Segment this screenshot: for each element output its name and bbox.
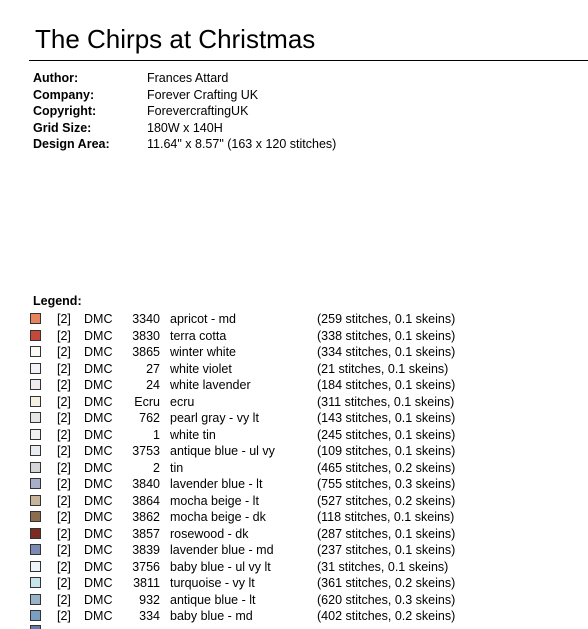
color-swatch bbox=[30, 528, 41, 539]
color-swatch bbox=[30, 412, 41, 423]
strand-count: [2] bbox=[57, 460, 71, 475]
color-swatch bbox=[30, 561, 41, 572]
thread-number: 3839 bbox=[132, 543, 160, 557]
thread-brand: DMC bbox=[84, 592, 113, 607]
legend-row bbox=[0, 311, 588, 328]
thread-number: 3864 bbox=[132, 493, 160, 508]
legend-row bbox=[0, 328, 588, 345]
legend-row bbox=[0, 608, 588, 625]
thread-brand: DMC bbox=[84, 576, 113, 590]
legend-row bbox=[0, 526, 588, 543]
strand-count: [2] bbox=[57, 559, 71, 574]
thread-brand: DMC bbox=[84, 394, 113, 409]
color-name: lavender blue - lt bbox=[170, 477, 263, 491]
thread-brand: DMC bbox=[84, 460, 113, 475]
thread-number: 762 bbox=[139, 411, 160, 425]
info-label: Copyright: bbox=[33, 104, 97, 119]
color-name: antique blue - lt bbox=[170, 592, 256, 607]
color-swatch bbox=[30, 462, 41, 473]
color-swatch bbox=[30, 429, 41, 440]
stitch-usage: (287 stitches, 0.1 skeins) bbox=[317, 526, 456, 541]
legend-row bbox=[0, 592, 588, 609]
color-name: rosewood - dk bbox=[170, 526, 249, 541]
color-name: apricot - md bbox=[170, 312, 236, 326]
legend-row bbox=[0, 427, 588, 444]
thread-brand: DMC bbox=[84, 361, 113, 376]
color-swatch bbox=[30, 511, 41, 522]
legend-row bbox=[0, 377, 588, 394]
color-name: antique blue - ul vy bbox=[170, 444, 275, 458]
color-swatch bbox=[30, 610, 41, 621]
strand-count: [2] bbox=[57, 526, 71, 541]
thread-brand: DMC bbox=[84, 345, 113, 359]
color-swatch bbox=[30, 445, 41, 456]
strand-count: [2] bbox=[57, 411, 71, 425]
thread-number: 3756 bbox=[132, 559, 160, 574]
stitch-usage: (31 stitches, 0.1 skeins) bbox=[317, 559, 449, 574]
color-swatch bbox=[30, 577, 41, 588]
color-swatch bbox=[30, 594, 41, 605]
stitch-usage: (334 stitches, 0.1 skeins) bbox=[317, 345, 456, 359]
thread-brand: DMC bbox=[84, 609, 113, 623]
thread-number: 3857 bbox=[132, 526, 160, 541]
info-value: ForevercraftingUK bbox=[147, 104, 249, 119]
thread-number: 3340 bbox=[132, 312, 160, 326]
stitch-usage: (527 stitches, 0.2 skeins) bbox=[317, 493, 456, 508]
stitch-usage: (259 stitches, 0.1 skeins) bbox=[317, 312, 456, 326]
strand-count: [2] bbox=[57, 477, 71, 491]
color-name: ecru bbox=[170, 394, 195, 409]
thread-legend bbox=[0, 311, 588, 625]
thread-brand: DMC bbox=[84, 427, 113, 442]
color-swatch bbox=[30, 379, 41, 390]
stitch-usage: (237 stitches, 0.1 skeins) bbox=[317, 543, 456, 557]
thread-number: 2 bbox=[153, 460, 160, 475]
color-swatch bbox=[30, 346, 41, 357]
info-label: Author: bbox=[33, 71, 79, 85]
thread-number: 24 bbox=[146, 378, 160, 392]
info-value: Forever Crafting UK bbox=[147, 87, 259, 102]
legend-row bbox=[0, 493, 588, 510]
legend-row bbox=[0, 361, 588, 378]
legend-row bbox=[0, 344, 588, 361]
color-name: white violet bbox=[170, 361, 232, 376]
color-name: white tin bbox=[170, 427, 216, 442]
chart-title: The Chirps at Christmas bbox=[35, 24, 316, 54]
color-name: winter white bbox=[170, 345, 236, 359]
thread-number: 932 bbox=[139, 592, 160, 607]
strand-count: [2] bbox=[57, 444, 71, 458]
thread-brand: DMC bbox=[84, 411, 113, 425]
strand-count: [2] bbox=[57, 328, 71, 343]
color-name: pearl gray - vy lt bbox=[170, 411, 259, 425]
thread-brand: DMC bbox=[84, 312, 113, 326]
color-swatch bbox=[30, 396, 41, 407]
color-swatch bbox=[30, 313, 41, 324]
stitch-usage: (361 stitches, 0.2 skeins) bbox=[317, 576, 456, 590]
legend-row bbox=[0, 394, 588, 411]
stitch-usage: (109 stitches, 0.1 skeins) bbox=[317, 444, 456, 458]
thread-number: 3753 bbox=[132, 444, 160, 458]
thread-brand: DMC bbox=[84, 493, 113, 508]
stitch-usage: (620 stitches, 0.3 skeins) bbox=[317, 592, 456, 607]
legend-heading: Legend: bbox=[33, 294, 82, 308]
color-name: white lavender bbox=[170, 378, 251, 392]
legend-row bbox=[0, 443, 588, 460]
legend-row bbox=[0, 410, 588, 427]
strand-count: [2] bbox=[57, 361, 71, 376]
thread-number: 3830 bbox=[132, 328, 160, 343]
info-value: Frances Attard bbox=[147, 71, 229, 85]
strand-count: [2] bbox=[57, 378, 71, 392]
color-swatch bbox=[30, 495, 41, 506]
strand-count: [2] bbox=[57, 576, 71, 590]
thread-number: 27 bbox=[146, 361, 160, 376]
thread-brand: DMC bbox=[84, 378, 113, 392]
legend-row bbox=[0, 460, 588, 477]
thread-brand: DMC bbox=[84, 526, 113, 541]
thread-brand: DMC bbox=[84, 444, 113, 458]
info-label: Design Area: bbox=[33, 137, 110, 152]
color-name: mocha beige - dk bbox=[170, 510, 266, 524]
thread-brand: DMC bbox=[84, 543, 113, 557]
color-name: terra cotta bbox=[170, 328, 227, 343]
thread-brand: DMC bbox=[84, 328, 113, 343]
strand-count: [2] bbox=[57, 609, 71, 623]
color-name: lavender blue - md bbox=[170, 543, 274, 557]
color-swatch bbox=[30, 625, 41, 629]
legend-row bbox=[0, 575, 588, 592]
color-name: baby blue - ul vy lt bbox=[170, 559, 271, 574]
thread-number: 334 bbox=[139, 609, 160, 623]
legend-row bbox=[0, 509, 588, 526]
info-label: Company: bbox=[33, 87, 95, 102]
color-swatch bbox=[30, 363, 41, 374]
color-swatch bbox=[30, 478, 41, 489]
legend-row-partial bbox=[0, 625, 588, 629]
color-name: mocha beige - lt bbox=[170, 493, 259, 508]
color-name: tin bbox=[170, 460, 184, 475]
stitch-usage: (143 stitches, 0.1 skeins) bbox=[317, 411, 456, 425]
stitch-usage: (338 stitches, 0.1 skeins) bbox=[317, 328, 456, 343]
stitch-usage: (184 stitches, 0.1 skeins) bbox=[317, 378, 456, 392]
info-label: Grid Size: bbox=[33, 120, 92, 135]
strand-count: [2] bbox=[57, 543, 71, 557]
thread-number: 3862 bbox=[132, 510, 160, 524]
strand-count: [2] bbox=[57, 493, 71, 508]
legend-row bbox=[0, 559, 588, 576]
strand-count: [2] bbox=[57, 312, 71, 326]
thread-number: 3840 bbox=[132, 477, 160, 491]
stitch-usage: (402 stitches, 0.2 skeins) bbox=[317, 609, 456, 623]
color-name: turquoise - vy lt bbox=[170, 576, 255, 590]
thread-number: Ecru bbox=[134, 394, 160, 409]
stitch-usage: (465 stitches, 0.2 skeins) bbox=[317, 460, 456, 475]
legend-row bbox=[0, 476, 588, 493]
stitch-usage: (21 stitches, 0.1 skeins) bbox=[317, 361, 449, 376]
strand-count: [2] bbox=[57, 510, 71, 524]
strand-count: [2] bbox=[57, 592, 71, 607]
thread-brand: DMC bbox=[84, 510, 113, 524]
title-divider bbox=[29, 60, 588, 61]
stitch-usage: (311 stitches, 0.1 skeins) bbox=[317, 394, 455, 409]
stitch-usage: (245 stitches, 0.1 skeins) bbox=[317, 427, 456, 442]
legend-row bbox=[0, 542, 588, 559]
stitch-usage: (755 stitches, 0.3 skeins) bbox=[317, 477, 456, 491]
thread-number: 1 bbox=[153, 427, 160, 442]
strand-count: [2] bbox=[57, 345, 71, 359]
thread-brand: DMC bbox=[84, 559, 113, 574]
stitch-usage: (118 stitches, 0.1 skeins) bbox=[317, 510, 455, 524]
strand-count: [2] bbox=[57, 427, 71, 442]
thread-number: 3811 bbox=[133, 576, 160, 590]
info-value: 180W x 140H bbox=[147, 120, 223, 135]
color-name: baby blue - md bbox=[170, 609, 253, 623]
color-swatch bbox=[30, 330, 41, 341]
color-swatch bbox=[30, 544, 41, 555]
thread-brand: DMC bbox=[84, 477, 113, 491]
info-value: 11.64" x 8.57" (163 x 120 stitches) bbox=[147, 137, 337, 152]
strand-count: [2] bbox=[57, 394, 71, 409]
thread-number: 3865 bbox=[132, 345, 160, 359]
